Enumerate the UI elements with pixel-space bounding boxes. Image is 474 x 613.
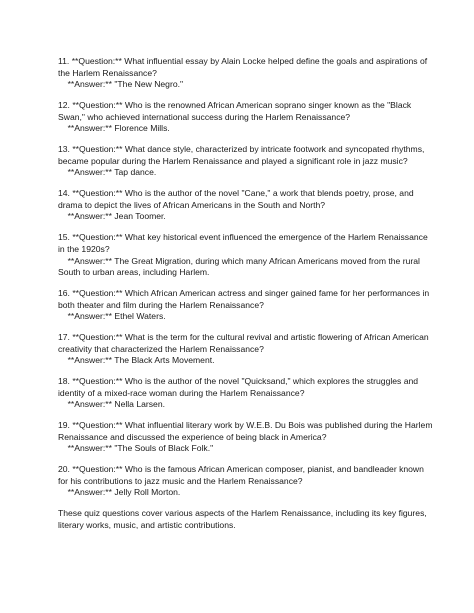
question-text: 20. **Question:** Who is the famous African American composer, pianist, and bandleader known for his contributions to jazz music and the Harlem Renaissance?: [58, 464, 424, 486]
qa-item-20: [58, 464, 434, 499]
question-text: 16. **Question:** Which African American actress and singer gained fame for her performances in both theater and film during the Harlem Renaissance?: [58, 287, 430, 310]
qa-item-16: [58, 288, 434, 323]
qa-item-18: [58, 376, 434, 411]
question-text: 13. **Question:** What dance style, characterized by intricate footwork and syncopated rhythms, became popular during the Harlem Renaissance and played a significant role in jazz music?: [58, 144, 425, 166]
question-text: 15. **Question:** What key historical event influenced the emergence of the Harlem Renaissance in the 1920s?: [58, 232, 428, 254]
qa-item-13: [58, 144, 434, 179]
qa-item-12: [58, 100, 434, 135]
closing-paragraph: These quiz questions cover various aspects of the Harlem Renaissance, including its key figures, literary works, music, and artistic contributions.: [58, 508, 427, 530]
question-text: 19. **Question:** What influential literary work by W.E.B. Du Bois was published during the Harlem Renaissance and discussed the experience of being black in America?: [58, 420, 433, 442]
answer-text: **Answer:** Nella Larsen.: [58, 399, 166, 410]
answer-text: **Answer:** The Black Arts Movement.: [58, 355, 215, 366]
answer-text: **Answer:** Jean Toomer.: [58, 211, 166, 222]
question-text: 12. **Question:** Who is the renowned African American soprano singer known as the "Black Swan," who achieved international success during the Harlem Renaissance?: [58, 100, 412, 122]
answer-text: **Answer:** Jelly Roll Morton.: [58, 487, 181, 498]
question-text: 11. **Question:** What influential essay by Alain Locke helped define the goals and aspirations of the Harlem Renaissance?: [58, 56, 428, 78]
qa-item-15: [58, 232, 434, 278]
answer-text: **Answer:** Tap dance.: [58, 167, 157, 178]
answer-text: **Answer:** Florence Mills.: [58, 123, 170, 134]
question-text: 17. **Question:** What is the term for the cultural revival and artistic flowering of African American creativity that characterized the Harlem Renaissance?: [58, 332, 429, 354]
answer-text: **Answer:** Ethel Waters.: [58, 311, 166, 322]
qa-item-19: [58, 420, 434, 455]
question-text: 18. **Question:** Who is the author of the novel "Quicksand," which explores the struggles and identity of a mixed-race woman during the Harlem Renaissance?: [58, 376, 419, 398]
answer-text: **Answer:** "The New Negro.": [58, 79, 184, 90]
question-text: 14. **Question:** Who is the author of the novel "Cane," a work that blends poetry, prose, and drama to depict the lives of African Americans in the South and North?: [58, 188, 414, 210]
answer-text: **Answer:** The Great Migration, during which many African Americans moved from the rural South to urban areas, including Harlem.: [58, 255, 423, 278]
answer-text: **Answer:** "The Souls of Black Folk.": [58, 443, 214, 454]
qa-item-17: [58, 332, 434, 367]
qa-item-14: [58, 188, 434, 223]
qa-item-11: [58, 56, 434, 91]
